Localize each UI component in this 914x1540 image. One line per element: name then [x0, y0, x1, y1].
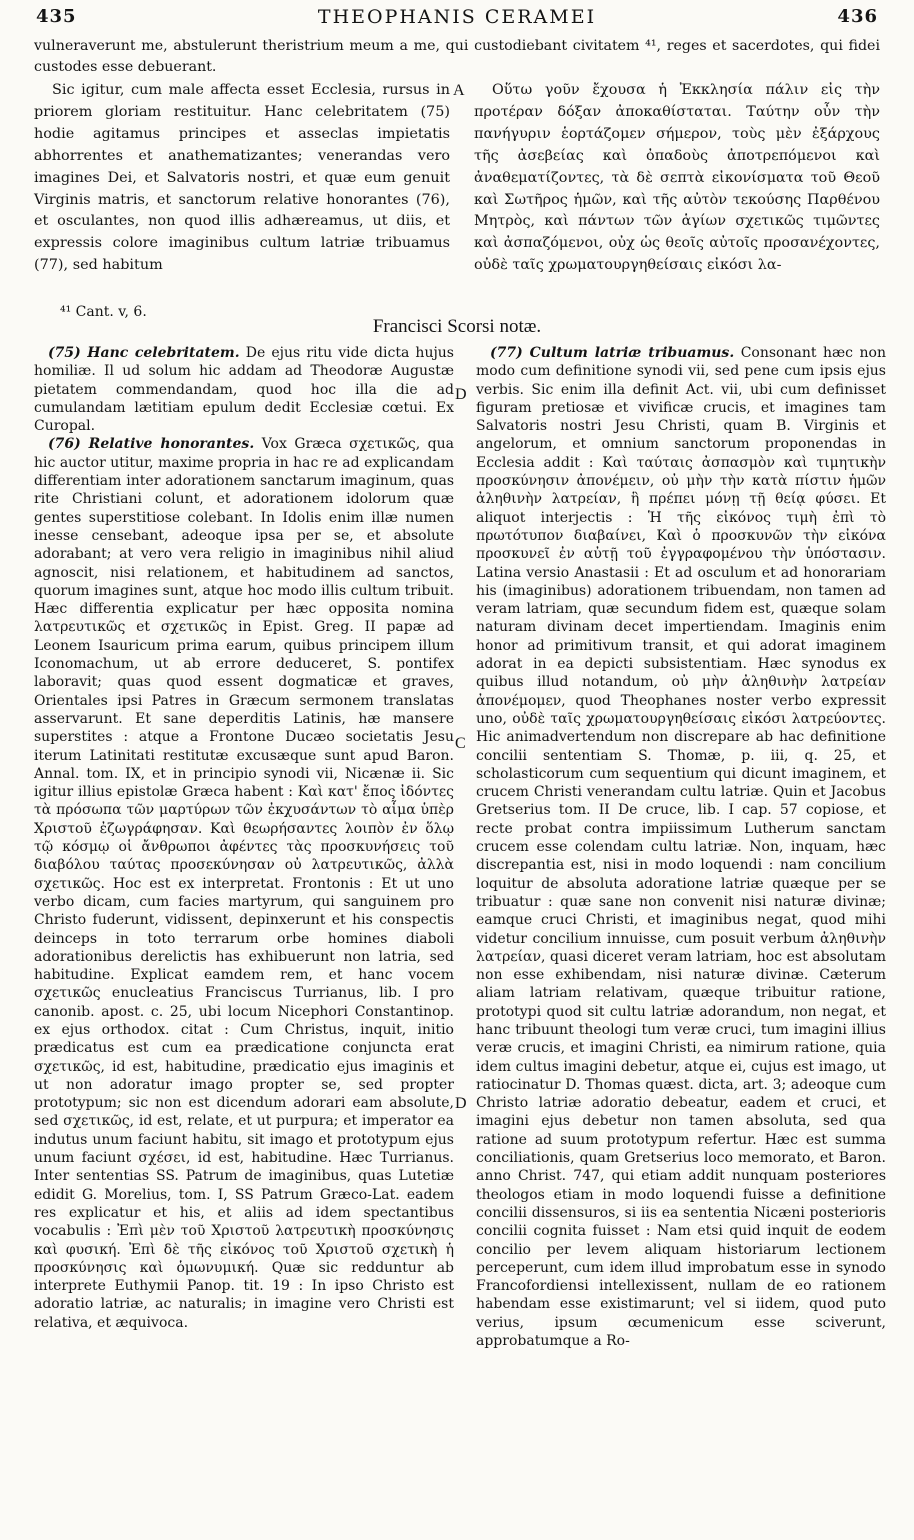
notes-title: Francisci Scorsi notæ. — [372, 316, 542, 337]
page-number-right: 436 — [837, 6, 878, 27]
notes-left-column — [34, 344, 454, 1332]
footnote: ⁴¹ Cant. v, 6. — [60, 304, 147, 320]
greek-paragraph: Οὕτω γοῦν ἔχουσα ἡ Ἐκκλησία πάλιν εἰς τὴν προτέραν δόξαν ἀποκαθίσταται. Ταύτην οὖν τὴν πανήγυριν ἑορτάζομεν σήμερον, τοὺς μὲν ἐξάρχους τῆς ἀσεβείας καὶ ὀπαδοὺς ἀποτρεπόμενοι καὶ ἀναθεματίζοντες, τὰ δὲ σεπτὰ εἰκονίσματα τοῦ Θεοῦ καὶ Σωτῆρος ἡμῶν, καὶ τῆς αὐτὸν τεκούσης Παρθένου Μητρὸς, καὶ πάντων τῶν ἁγίων σχετικῶς τιμῶντες καὶ ἀσπαζόμενοι, οὐχ ὡς θεοῖς αὐτοῖς προσανέχοντες, οὐδὲ ταῖς χρωματουργηθείσαις εἰκόσι λα- — [474, 82, 880, 274]
note-label: (76) Relative honorantes. — [48, 436, 255, 453]
latin-paragraph: Sic igitur, cum male affecta esset Ecclesia, rursus in priorem gloriam restituitur. Hanc celebritatem (75) hodie agitamus principes et asseclas impietatis abhorrentes et anathematizantes; venerandas vero imagines Dei, et Salvatoris nostri, et quæ eum genuit Virginis matris, et sanctorum relative honorantes (76), et osculantes, non quod illis adhæreamus, ut diis, et expressis colore imaginibus cultum latriæ tribuamus (77), sed habitum — [34, 82, 450, 274]
page-header — [36, 6, 878, 30]
running-title: THEOPHANIS CERAMEI — [317, 6, 597, 28]
margin-marker-c: C — [455, 735, 466, 752]
note-label: (77) Cultum latriæ tribuamus. — [490, 345, 735, 361]
note-body: De ejus ritu vide dicta hujus homiliæ. Il ud solum hic addam ad Theodoræ Augustæ pietatem commendandam, quod hoc illa die ad cumulandam lætitiam epulum dedit Ecclesiæ cœtui. Ex Curopal. — [34, 345, 454, 435]
note-76 — [34, 435, 454, 1332]
latin-main-column — [34, 80, 450, 277]
note-77 — [476, 344, 886, 1350]
margin-marker-d-lower: D — [455, 1095, 467, 1112]
margin-marker-d-upper: D — [455, 386, 467, 403]
notes-right-column — [476, 344, 886, 1350]
margin-marker-a: A — [453, 82, 465, 99]
greek-main-column — [474, 80, 880, 277]
note-label: (75) Hanc celebritatem. — [48, 345, 240, 361]
note-body: Consonant hæc non modo cum definitione synodi vii, sed pene cum ipsis ejus verbis. Sic enim illa definit Act. vii, ubi cum definisset figuram pretiosæ et vivificæ crucis, et imagines tam Salvatoris nostri Jesu Christi, quam B. Virginis et angelorum, et omnium sanctorum proponendas in Ecclesia addit : Καὶ ταύταις ἀσπασμὸν καὶ τιμητικὴν προσκύνησιν ἀπονέμειν, οὐ μὴν τὴν κατὰ πίστιν ἡμῶν ἀληθινὴν λατρείαν, ἣ πρέπει μόνῃ τῇ θείᾳ φύσει. Et aliquot interjectis : Ἡ τῆς εἰκόνος τιμὴ ἐπὶ τὸ πρωτότυπον διαβαίνει, Καὶ ὁ προσκυνῶν τὴν εἰκόνα προσκυνεῖ ἐν αὐτῇ τοῦ ἐγγραφομένου τὴν ὑπόστασιν. Latina versio Anastasii : Et ad osculum et ad honorariam his (imaginibus) adorationem tribuendam, non tamen ad veram latriam, quæ secundum fidem est, quæque solam naturam divinam decet impertiendam. Imaginis enim honor ad primitivum transit, et qui adorat imaginem adorat in ea depicti subsistentiam. Hæc synodus ex quibus illud notandum, οὐ μὴν ἀληθινὴν λατρείαν ἀπονέμομεν, quod Theophanes noster verbo expressit uno, οὐδὲ ταῖς χρωματουργηθείσαις εἰκόσι λατρεύοντες. Hic animadvertendum non discrepare ab hac definitione concilii sententiam S. Thomæ, p. iii, q. 25, et scholasticorum cum sequentium qui dicunt imaginem, et crucem Christi venerandam cultu latriæ. Quin et Jacobus Gretserius tom. II De cruce, lib. I cap. 57 copiose, et recte probat contra impiissimum Lutherum sanctam crucem esse colendam cultu latriæ. Non, inquam, hæc discrepantia est, nisi in modo loquendi : nam concilium loquitur de absoluta adoratione latriæ quæque per se tribuatur : quæ sane non convenit nisi naturæ divinæ; eamque cruci Christi, et imaginibus negat, quod mihi videtur concilium innuisse, cum posuit verbum ἀληθινὴν λατρείαν, quasi diceret veram latriam, hoc est absolutam non esse exhibendam, nisi naturæ divinæ. Cæterum aliam latriam relativam, quæque tribuitur ratione, prototypi quod sit cultu latriæ adorandum, non negat, et hanc tribuunt theologi tum veræ cruci, tum imagini illius veræ crucis, et imagini Christi, ea nimirum ratione, quia idem cultus imagini debetur, atque ei, cujus est imago, ut ratiocinatur D. Thomas quæst. dicta, art. 3; adeoque cum Christo latriæ adoratio debeatur, eadem et cruci, et imagini ejus debetur non tamen absoluta, sed qua ratione ad suum prototypum refertur. Hæc est summa conciliationis, quam Gretserius loco memorato, et Baron. anno Christ. 747, qui etiam addit nunquam posteriores theologos etiam in modo loquendi fuisse a definitione concilii dissensuros, si iis ea sententia Nicæni posterioris concilii cognita fuisset : Nam etsi quid inquit de eodem concilio per levem aliquam historiarum lectionem perceperunt, cum idem illud improbatum esse in synodo Francofordiensi intellexissent, nullam de eo rationem habendam esse existimarunt; vel si iidem, quod puto verius, ipsum œcumenicum esse sciverunt, approbatumque a Ro- — [476, 345, 887, 1350]
note-75 — [34, 344, 454, 435]
page-number-left: 435 — [36, 6, 77, 27]
note-body: Vox Græca σχετικῶς, qua hic auctor utitur, maxime propria in hac re ad explicandam differentiam inter adorationem sanctarum imaginum, quas rite Christiani colunt, et adorationem idolorum quæ gentes superstitiose colebant. In Idolis enim illæ numen inesse censebant, adeoque ipsa per se, et absolute adorabant; at vero vera religio in imaginibus nihil aliud agnoscit, nisi relationem, et habitudinem ad sanctos, quorum imagines sunt, atque hoc modo illis cultum tribuit. Hæc differentia explicatur per hæc opposita nomina λατρευτικῶς et σχετικῶς in Epist. Greg. II papæ ad Leonem Isauricum prima earum, quibus principem illum Iconomachum, ut ab errore deduceret, S. pontifex laboravit; quas quod essent dogmaticæ et graves, Orientales ipsi Patres in Græcum sermonem translatas asservarunt. Et sane deperditis Latinis, hæ mansere superstites : atque a Frontone Ducæo societatis Jesu iterum Latinitati restitutæ excusæque sunt apud Baron. Annal. tom. IX, et in principio synodi vii, Nicænæ ii. Sic igitur illius epistolæ Græca habent : Καὶ κατ' ἔπος ἰδόντες τὰ πρόσωπα τῶν μαρτύρων τῶν ἐκχυσάντων τὸ αἷμα ὑπὲρ Χριστοῦ ἐζωγράφησαν. Καὶ θεωρήσαντες λοιπὸν ἐν ὅλῳ τῷ κόσμῳ οἱ ἄνθρωποι ἀφέντες τὰς προσκυνήσεις τοῦ διαβόλου ταύτας προσεκύνησαν οὐ λατρευτικῶς, ἀλλὰ σχετικῶς. Hoc est ex interpretat. Frontonis : Et ut uno verbo dicam, cum facies martyrum, qui sanguinem pro Christo fuderunt, vidissent, depinxerunt et his conspectis deinceps in toto terrarum orbe homines diaboli adorationibus derelictis has exhibuerunt non latria, sed habitudine. Explicat eamdem rem, et hanc vocem σχετικῶς enucleatius Franciscus Turrianus, lib. I pro canonib. apost. c. 25, ubi locum Nicephori Constantinop. ex ejus orthodox. citat : Cum Christus, inquit, initio prædicatus est cum ea prædicatione conjuncta erat σχετικῶς, id est, habitudine, prædicatio ejus imaginis et ut non adoratur imago propter se, sed propter prototypum; sic non est dicendum adorari eam absolute, sed σχετικῶς, id est, relate, et ut purpura; et imperator ea indutus unum faciunt habitu, sit imago et prototypum ejus unum faciunt σχέσει, id est, habitudine. Hæc Turrianus. Inter sententias SS. Patrum de imaginibus, quas Lutetiæ edidit G. Morelius, tom. I, SS Patrum Græco-Lat. eadem res explicatur et his, et aliis ad idem spectantibus vocabulis : Ἐπὶ μὲν τοῦ Χριστοῦ λατρευτικὴ προσκύνησις καὶ φυσική. Ἐπὶ δὲ τῆς εἰκόνος τοῦ Χριστοῦ σχετικὴ ἡ προσκύνησις καὶ ὁμωνυμική. Quæ sic redduntur ab interprete Euthymii Panop. tit. 19 : In ipso Christo est adoratio latriæ, ac naturalis; in imagine vero Christi est relativa, et æquivoca. — [34, 436, 455, 1331]
continued-text-line: vulneraverunt me, abstulerunt theristrium meum a me, qui custodiebant civitatem ⁴¹, reges et sacerdotes, qui fidei custodes esse debuerant. — [34, 38, 880, 75]
